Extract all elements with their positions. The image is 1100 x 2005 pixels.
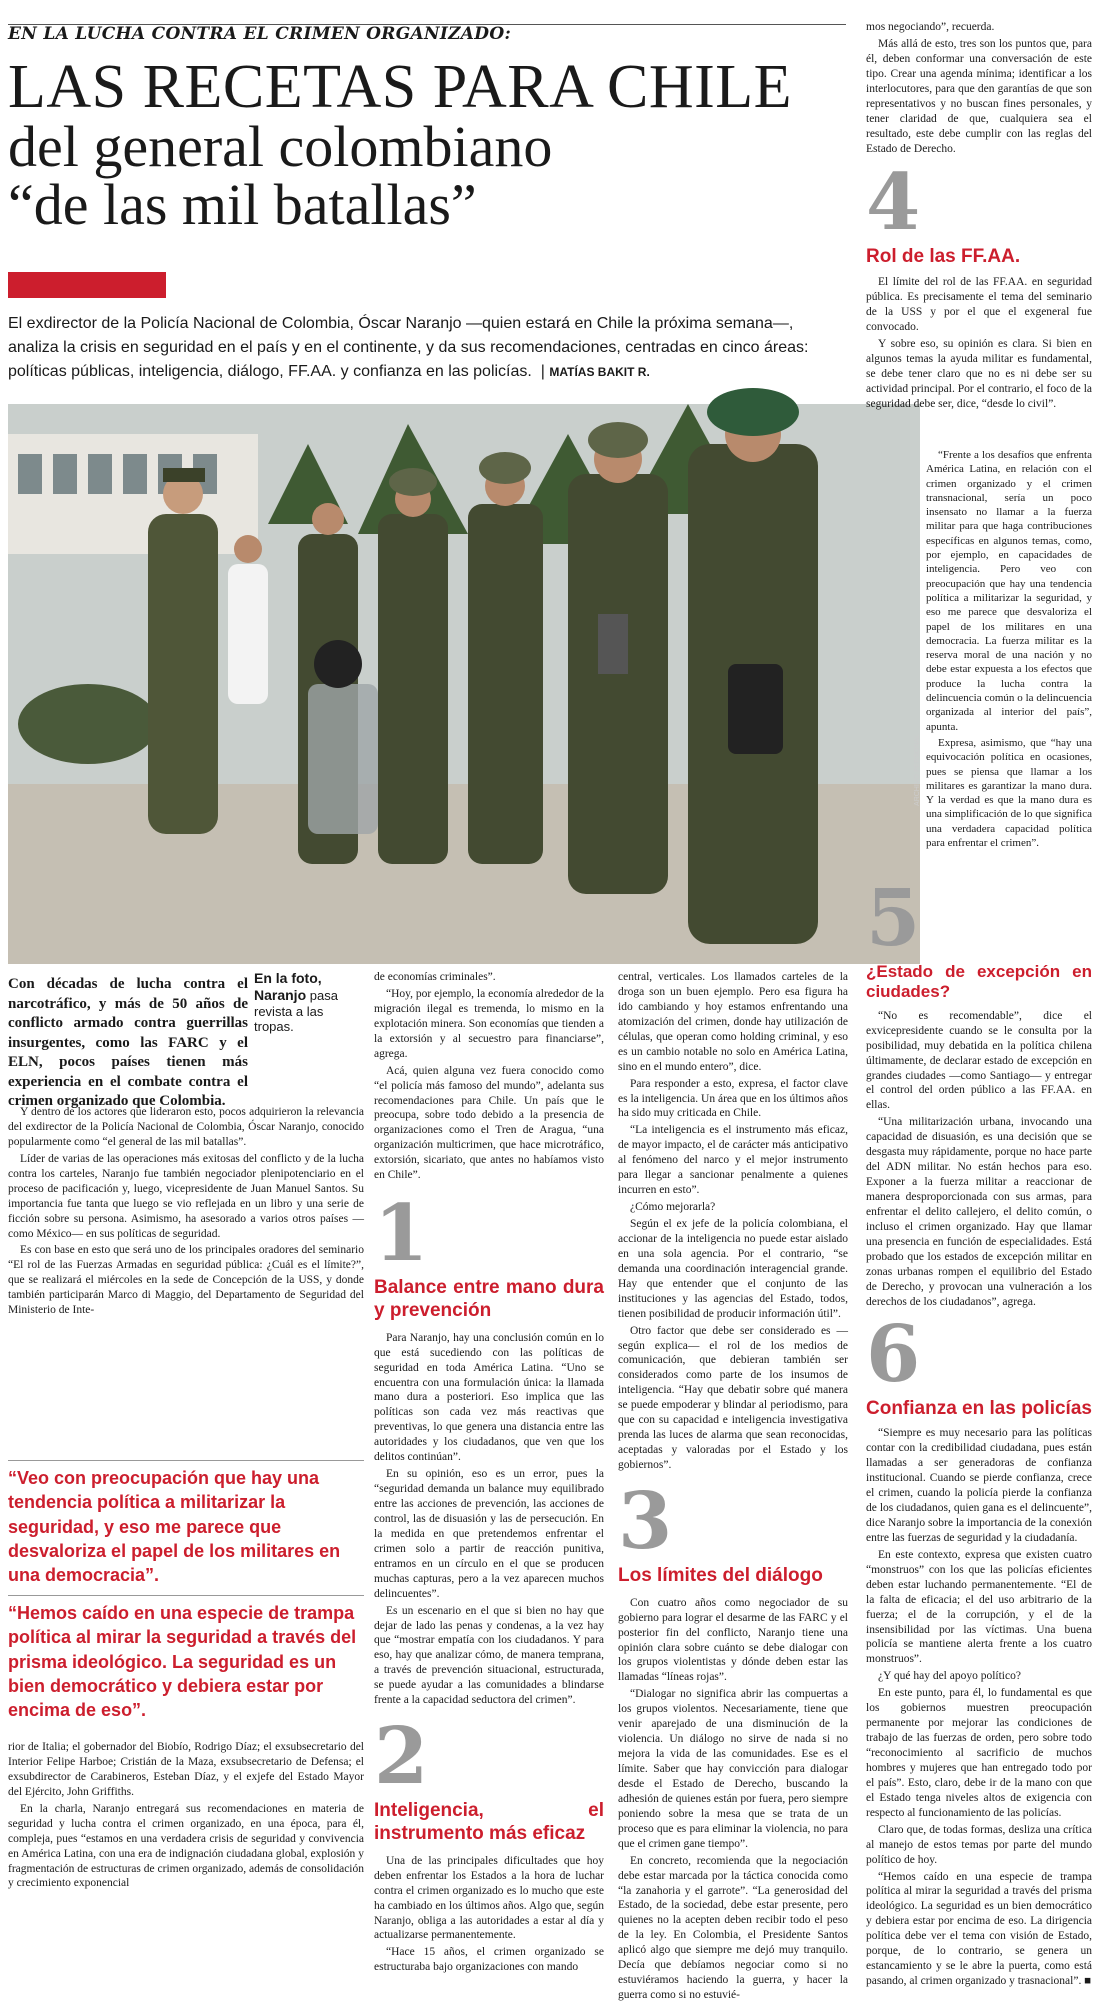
- paragraph: “Frente a los desafíos que enfrenta América Latina, en relación con el crimen organizado y el crimen transnacional, sería un poco insensato no llamar a la fuerza militar para que haga contribuciones específicas en algunos temas, como, por ejemplo, en capacidades de inteligencia. Pero veo con preocupación que hay una tendencia política a militarizar la seguridad, y eso me parece que desvaloriza el papel de los militares en una democracia. La fuerza militar es la reserva moral de una nación y no debe estar expuesta a los efectos que produce la lucha contra la delincuencia común o la delincuencia organizada al interior del país”, apunta.: [926, 449, 1092, 733]
- paragraph: Claro que, de todas formas, desliza una crítica al manejo de estos temas por parte del mundo político de hoy.: [866, 1823, 1092, 1866]
- photo-illustration: [8, 404, 920, 964]
- column-1-bottom: [8, 1740, 364, 1893]
- column-4-top: [866, 20, 1092, 414]
- paragraph: Más allá de esto, tres son los puntos que, para él, deben conformar una conversación de este tipo. Crear una agenda mínima; identificar a los interlocutores, para que den garantías de que son representativos y no buscan fines personales, y tener claridad de que, cualquiera sea el resultado, este debe cumplir con las reglas del Estado de Derecho.: [866, 37, 1092, 155]
- paragraph: “No es recomendable”, dice el exvicepresidente cuando se le consulta por la posibilidad, muy debatida en la política chilena últimamente, de declarar estado de excepción en grandes ciudades —como Santiago— y entregar el control del orden público a las FF.AA. en ellas.: [866, 1009, 1092, 1112]
- intro-paragraph: Con décadas de lucha contra el narcotráfico, y más de 50 años de conflicto armado contra guerrillas insurgentes, como las FARC y el ELN, pocos países tienen más experiencia en el combate contra el crimen organizado que Colombia.: [8, 976, 248, 1109]
- paragraph: Con cuatro años como negociador de su gobierno para lograr el desarme de las FARC y el posterior fin del conflicto, Naranjo tiene una opinión clara sobre cuánto se debe dialogar con los grupos violentistas y dónde deben estar las llamadas “líneas rojas”.: [618, 1596, 848, 1684]
- paragraph: Según el ex jefe de la policía colombiana, el accionar de la inteligencia no puede estar aislado en una sola agencia. Por el contrario, “se demanda una coordinación interagencial grande. Hay que entender que el conjunto de las instituciones y las agencias del Estado, todos, tienen posibilidad de producir información útil”.: [618, 1218, 848, 1320]
- section-heading-3: Los límites del diálogo: [618, 1564, 823, 1586]
- paragraph: “La inteligencia es el instrumento más eficaz, de mayor impacto, el de carácter más anticipativo al fenómeno del narco y el mejor instrumento para llegar a sancionar penalmente a quienes incurren en esto”.: [618, 1124, 848, 1197]
- paragraph: En este punto, para él, lo fundamental es que los gobiernos muestren preocupación permanente por mejorar las condiciones de trabajo de las fuerzas de orden, pero sobre todo “reconocimiento al sacrificio de muchos hombres y mujeres que han entregado todo por el país”. Esto, claro, debe ir de la mano con que el Estado tenga niveles altos de exigencia con respecto al funcionamiento de las policías.: [866, 1687, 1092, 1819]
- photo-caption: [254, 970, 354, 1035]
- paragraph: Y sobre eso, su opinión es clara. Si bien en algunos temas la ayuda militar es fundamental, se debe tener claro que no es ni debe ser su actividad principal. Por el contrario, el foco de la seguridad debe ser, dice, “desde lo civil”.: [866, 337, 1092, 410]
- pull-quote-2: “Hemos caído en una especie de trampa política al mirar la seguridad a través del prisma ideológico. La seguridad es un bien democrático y debiera estar por encima de eso”.: [8, 1603, 357, 1721]
- column-3: [618, 970, 848, 2005]
- quote-rule: [8, 1595, 364, 1596]
- paragraph: “Hoy, por ejemplo, la economía alrededor de la migración ilegal es tremenda, lo mismo en la explotación minera. Son economías que tienden a la extorsión y al secuestro para financiarse”, agrega.: [374, 987, 604, 1060]
- paragraph: “Siempre es muy necesario para las políticas contar con la credibilidad ciudadana, pues están llamadas a ser generadoras de confianza institucional. Cuando se pierde confianza, crece el crimen, cuando la policía pierde la confianza de los ciudadanos, quien gana es el delincuente”, dice Naranjo sobre la importancia de la conexión entre las fuerzas de seguridad y la ciudadanía.: [866, 1427, 1092, 1544]
- byline: MATÍAS BAKIT R.: [549, 365, 650, 379]
- section-number-3: 3: [618, 1475, 673, 1567]
- paragraph: Líder de varias de las operaciones más exitosas del conflicto y de la lucha contra los carteles, Naranjo fue también negociador plenipotenciario en el proceso de pacificación y, luego, vicepresidente de Juan Manuel Santos. Su importancia fue tanta que luego se vio reflejada en un libro y una serie de ficción sobre su persona. Asimismo, ha asesorado a varios otros países —como México— en sus políticas de seguridad.: [8, 1152, 364, 1240]
- paragraph: “Dialogar no significa abrir las compuertas a los grupos violentos. Necesariamente, tiene que venir aparejado de una disminución de la violencia. Un diálogo no sirve de nada si no mejora la vida de las comunidades. Ese es el límite. Saber que hay convicción para dialogar desde el Estado de Derecho, buscando la adhesión de quienes están por fuera, pero siempre poniendo sobre la mesa que se trata de un proceso que es para eliminar la violencia, no para que el crimen gane tiempo”.: [618, 1688, 848, 1850]
- paragraph: Acá, quien alguna vez fuera conocido como “el policía más famoso del mundo”, adelanta sus recomendaciones para Chile. Un país que le preocupa, sobre todo debido a la presencia de organizaciones como el Tren de Aragua, “una organización multicrimen, que hace microtráfico, extorsión, sicariato, que antes no habíamos visto en Chile”.: [374, 1064, 604, 1182]
- intro-text: [8, 975, 248, 1114]
- paragraph: de economías criminales”.: [374, 971, 496, 983]
- section-heading-1: Balance entre mano dura y prevención: [374, 1277, 604, 1321]
- paragraph: rior de Italia; el gobernador del Biobío, Rodrigo Díaz; el exsubsecretario del Interior Felipe Harboe; Cristián de la Maza, exsubsecretario de Defensa; el exsubdirector de Carabineros, Esteban Díaz, y el exjefe del Estado Mayor del Ejército, John Griffiths.: [8, 1741, 364, 1798]
- section-heading-5: ¿Estado de excepción en ciudades?: [866, 962, 1092, 1002]
- paragraph: “Una militarización urbana, invocando una capacidad de disuasión, es una decisión que se desgasta muy rápidamente, porque no hace parte del ADN militar. No están hechos para eso. Exponer a la fuerza militar a reaccionar de manera desproporcionada con sus armas, para enfrentar el delito callejero, el delito común, o incluso el crimen organizado. Hay que llamar una presencia en función de especialidades. Está probado que los estados de excepción militar en zonas urbanas rompen el equilibrio del Estado de Derecho, y provocan una vulneración a los derechos de los ciudadanos”, agrega.: [866, 1116, 1092, 1308]
- paragraph: central, verticales. Los llamados carteles de la droga son un buen ejemplo. Pero esa figura ha ido cambiando y hoy estamos enfrentando una atomización del crimen, donde hay utilización de células, que operan como holding criminal, y eso es un cambio notable no solo en América Latina, sino en el mundo entero”, dice.: [618, 971, 848, 1073]
- column-4-bottom: [866, 873, 1092, 1991]
- caption-rest: pasa revista a las tropas.: [254, 987, 338, 1035]
- headline-line-2: del general colombiano: [8, 114, 553, 179]
- headline-line-1: LAS RECETAS PARA CHILE: [8, 53, 793, 121]
- column-2: [374, 970, 604, 1977]
- paragraph: En su opinión, eso es un error, pues la “seguridad demanda un balance muy equilibrado entre las acciones de prevención, las acciones de control, las de disuasión y las de persecución. En la medida en que pretendemos enfrentar el crimen solo a partir de reacción punitiva, entramos en un círculo en el que se producen muchas capturas, pero a la vez aparecen muchos delincuentes”.: [374, 1468, 604, 1600]
- headline-line-3: “de las mil batallas”: [8, 172, 477, 237]
- section-heading-2: Inteligencia, el instrumento más eficaz: [374, 1800, 604, 1844]
- paragraph: En la charla, Naranjo entregará sus recomendaciones en materia de seguridad y lucha contra el crimen organizado, en una época, para él, compleja, pues “estamos en una verdadera crisis de seguridad y convivencia en América Latina, con una era de indignación ciudadana global, explosión y fragmentación de estructuras de crimen organizado, además de consolidación y crecimiento exponencial: [8, 1802, 364, 1890]
- paragraph: Otro factor que debe ser considerado es —según explica— el rol de los medios de comunicación, que debieran también ser considerados como parte de los insumos de inteligencia. “Hay que debatir sobre qué manera se puede empoderar y blindar al periodismo, para que con su capacidad e inteligencia investigativa prenda las luces de alarma que sean reconocidas, aceptadas y valoradas por el Estado y los gobiernos”.: [618, 1324, 848, 1471]
- kicker: EN LA LUCHA CONTRA EL CRIMEN ORGANIZADO:: [8, 24, 512, 44]
- headline: [8, 53, 848, 237]
- red-accent-bar: [8, 272, 166, 298]
- paragraph: ¿Y qué hay del apoyo político?: [878, 1670, 1021, 1683]
- section-number-4: 4: [866, 157, 921, 249]
- photo-credit: ARCHIVO PERSONAL: [914, 734, 921, 806]
- lead-text: El exdirector de la Policía Nacional de Colombia, Óscar Naranjo —quien estará en Chile la próxima semana—, analiza la crisis en seguridad en el país y en el continente, y da sus recomendaciones, centradas en cinco áreas: políticas públicas, inteligencia, diálogo, FF.AA. y confianza en las policías.: [8, 315, 809, 380]
- section-number-1: 1: [374, 1188, 429, 1280]
- column-4-narrow: [926, 448, 1092, 852]
- paragraph: Para Naranjo, hay una conclusión común en lo que está sucediendo con las políticas de seguridad en toda América Latina. “Uno se encuentra con una formulación única: la llamada mano dura a posteriori. Eso implica que las políticas son cada vez más reactivas que preventivas, lo que genera una distancia entre las autoridades y los ciudadanos, que ven que los delitos continúan”.: [374, 1331, 604, 1464]
- paragraph: Expresa, asimismo, que “hay una equivocación política en ocasiones, pues se piensa que llamar a los militares es garantizar la mano dura. Y la verdad es que la mano dura es una simplificación de lo que significa una verdadera capacidad política para enfrentar el crimen”.: [926, 736, 1092, 850]
- section-heading-6: Confianza en las policías: [866, 1397, 1092, 1419]
- section-number-2: 2: [374, 1711, 429, 1803]
- paragraph: ¿Cómo mejorarla?: [630, 1201, 716, 1214]
- news-photo: [8, 404, 920, 964]
- paragraph: Una de las principales dificultades que hoy deben enfrentar los Estados a la hora de luchar contra el crimen organizado es lo mucho que este ha cambiado en los últimos años. Algo que, según Naranjo, obliga a las autoridades a estar al día y actualizarse permanentemente.: [374, 1854, 604, 1942]
- paragraph: Es un escenario en el que si bien no hay que dejar de lado las penas y condenas, a la vez hay que “mostrar empatía con los ciudadanos. Y para eso, hay que analizar cómo, de manera temprana, a través de prevención situacional, estructurada, se puede ayudar a las comunidades a blindarse frente a la capacidad seductora del crimen”.: [374, 1604, 604, 1707]
- paragraph: “Hace 15 años, el crimen organizado se estructuraba bajo organizaciones con mando: [374, 1946, 604, 1974]
- section-number-6: 6: [866, 1308, 921, 1400]
- quote-rule: [8, 1460, 364, 1461]
- pull-quote-1: “Veo con preocupación que hay una tendencia política a militarizar la seguridad, y eso me parece que desvaloriza el papel de los militares en una democracia”.: [8, 1468, 341, 1586]
- paragraph: Para responder a esto, expresa, el factor clave es la inteligencia. Un área que en los últimos años ha sido muy criticada en Chile.: [618, 1077, 848, 1120]
- paragraph: En este contexto, expresa que existen cuatro “monstruos” con los que las policías eficientes deben estar luchando permanentemente. “El de la falta de eficacia; el del uso arbitrario de la fuerza; el de la corrupción, y el de la insensibilidad por las víctimas. Una buena policía se mantiene alerta frente a los cuatro monstruos”.: [866, 1548, 1092, 1666]
- lead-paragraph: El exdirector de la Policía Nacional de Colombia, Óscar Naranjo —quien estará en Chile la próxima semana—, analiza la crisis en seguridad en el país y en el continente, y da sus recomendaciones, centradas en cinco áreas: políticas públicas, inteligencia, diálogo, FF.AA. y confianza en las policías. | MATÍAS BAKIT R.: [8, 315, 809, 380]
- column-1-top: [8, 1105, 364, 1320]
- paragraph: mos negociando”, recuerda.: [866, 21, 995, 33]
- paragraph: En concreto, recomienda que la negociación debe estar marcada por la táctica conocida como “la zanahoria y el garrote”. “La generosidad del Estado, de la sociedad, debe estar presente, pero quienes no la acepten deben recibir todo el peso de la ley. En Colombia, el Presidente Santos aplicó algo que siempre me dejó muy tranquilo. Decía que debíamos negociar como si no estuviéramos haciendo la guerra, y hacer la guerra como si no estuvié-: [618, 1854, 848, 2002]
- paragraph: Es con base en esto que será uno de los principales oradores del seminario “El rol de las Fuerzas Armadas en seguridad pública: ¿Cuál es el límite?”, que se realizará el miércoles en la sede de Concepción de la USS, y donde también participarán Marco di Maggio, del Departamento de Seguridad del Ministerio de Inte-: [8, 1244, 364, 1317]
- paragraph: “Hemos caído en una especie de trampa política al mirar la seguridad a través del prisma ideológico. La seguridad es un bien democrático y debiera estar por encima de eso. La dirigencia política debe ver el tema con visión de Estado, porque, de lo contrario, se genera un estancamiento y se le abre la puerta, como está pasando, al crimen organizado y trasnacional”. ■: [866, 1870, 1092, 1988]
- section-heading-4: Rol de las FF.AA.: [866, 246, 1021, 268]
- paragraph: El límite del rol de las FF.AA. en seguridad pública. Es precisamente el tema del seminario de la USS y por el que el exgeneral fue convocado.: [866, 276, 1092, 334]
- section-number-5: 5: [866, 873, 921, 964]
- caption-bold: En la foto, Naranjo: [254, 970, 322, 1003]
- paragraph: Y dentro de los actores que lideraron esto, pocos adquirieron la relevancia del exdirector de la Policía Nacional de Colombia, Óscar Naranjo, conocido popularmente como “el general de las mil batallas”.: [8, 1106, 364, 1148]
